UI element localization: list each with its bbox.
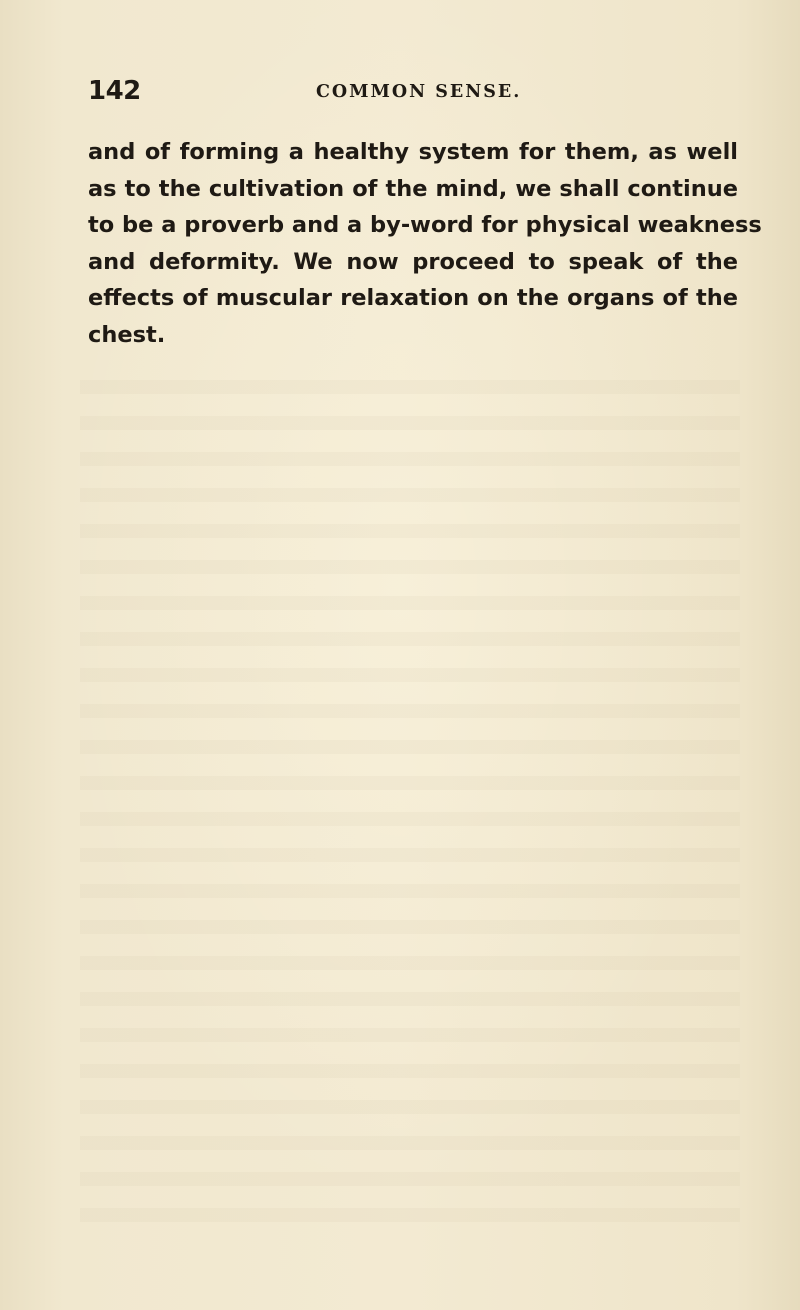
- body-paragraph: [88, 134, 762, 353]
- text-line: and deformity. We now proceed to speak of the: [88, 248, 738, 275]
- text-line: as to the cultivation of the mind, we shall continue: [88, 175, 738, 202]
- text-line: and of forming a healthy system for them, as well: [88, 139, 738, 165]
- text-line: to be a proverb and a by-word for physical weakness: [88, 212, 762, 238]
- text-line: effects of muscular relaxation on the organs of the: [88, 285, 738, 311]
- text-line: chest.: [88, 321, 166, 348]
- running-head: [88, 76, 728, 116]
- running-title: COMMON SENSE.: [316, 82, 522, 102]
- page-number: 142: [88, 76, 141, 106]
- paper-bleed-through: [80, 380, 740, 1240]
